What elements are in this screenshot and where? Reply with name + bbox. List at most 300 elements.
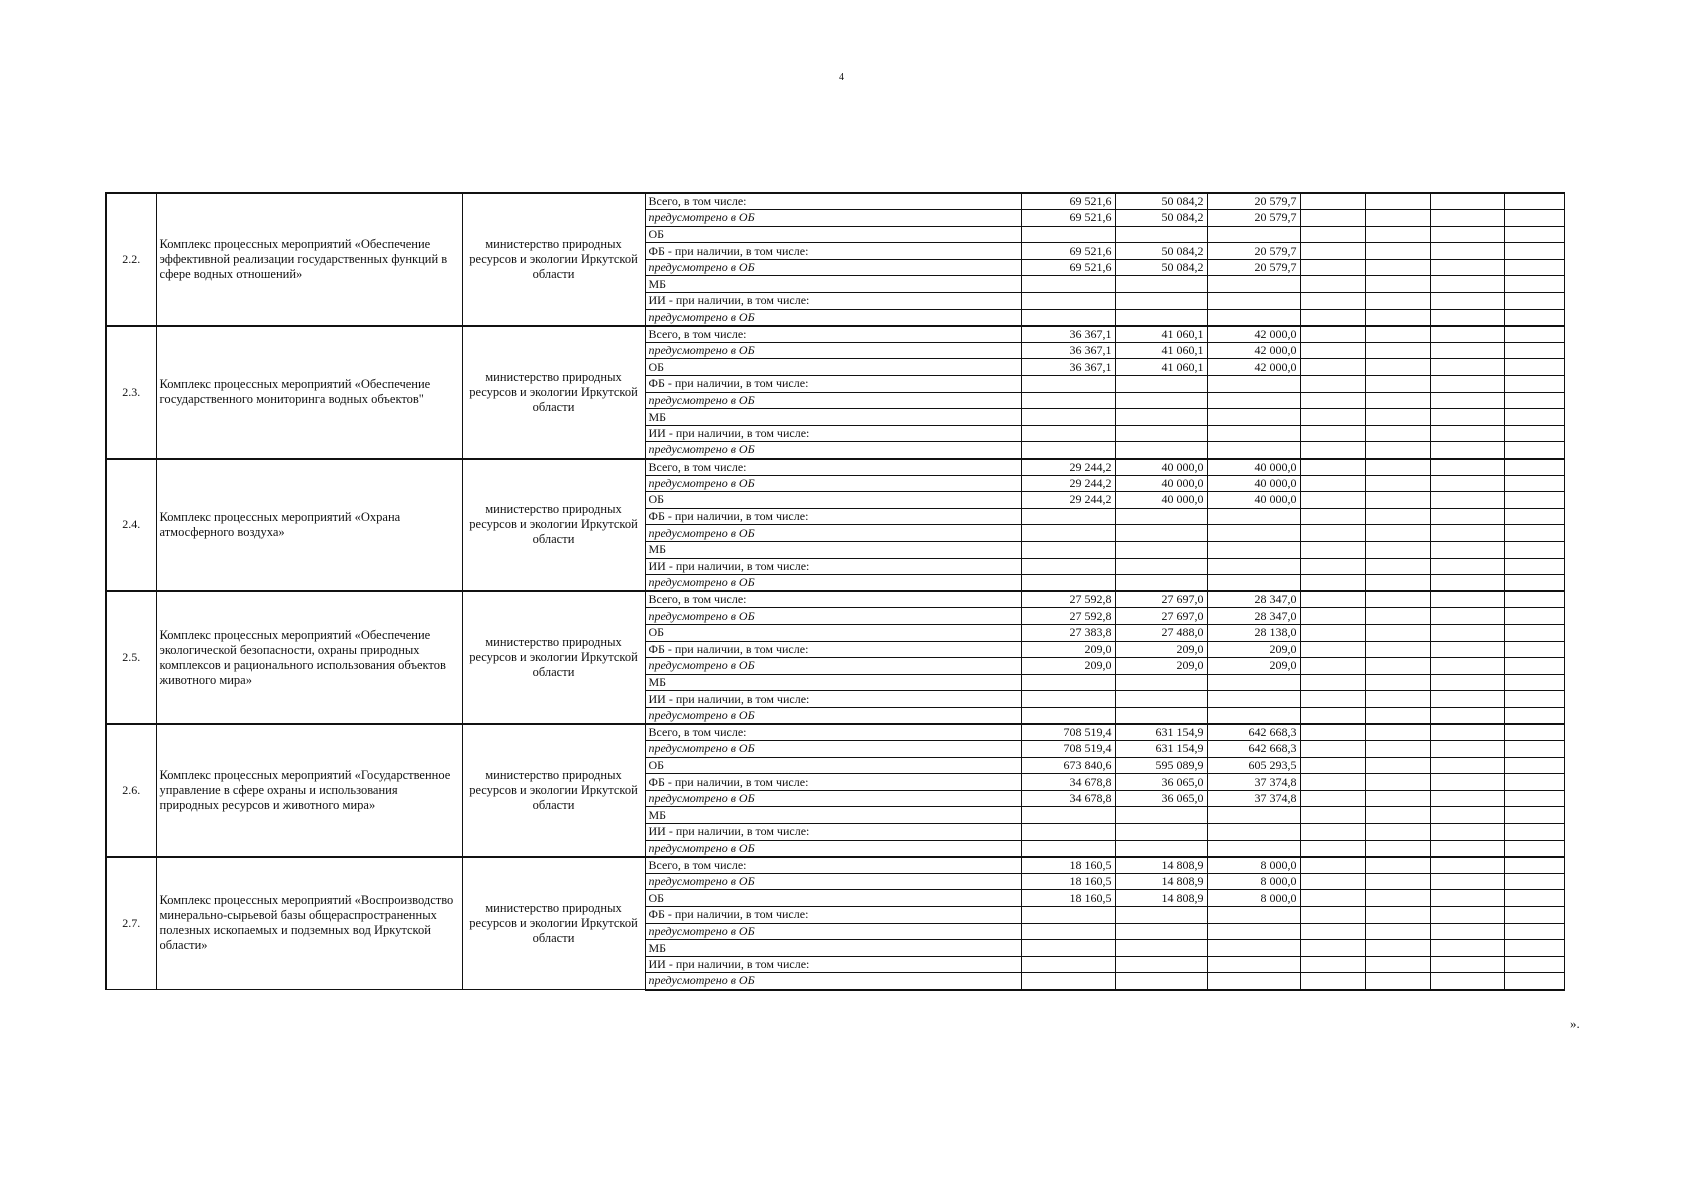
amount-year-3 xyxy=(1207,376,1300,393)
empty-cell xyxy=(1365,907,1430,924)
amount-year-3: 8 000,0 xyxy=(1207,890,1300,907)
amount-year-2 xyxy=(1115,923,1207,940)
amount-year-1: 69 521,6 xyxy=(1021,210,1115,227)
amount-year-2: 27 488,0 xyxy=(1115,624,1207,641)
empty-cell xyxy=(1300,508,1365,525)
empty-cell xyxy=(1430,707,1504,724)
funding-source-label: ФБ - при наличии, в том числе: xyxy=(645,774,1021,791)
empty-cell xyxy=(1300,326,1365,343)
empty-cell xyxy=(1300,940,1365,957)
empty-cell xyxy=(1504,210,1564,227)
empty-cell xyxy=(1504,956,1564,973)
amount-year-2 xyxy=(1115,707,1207,724)
amount-year-1: 69 521,6 xyxy=(1021,259,1115,276)
amount-year-3 xyxy=(1207,824,1300,841)
empty-cell xyxy=(1504,508,1564,525)
empty-cell xyxy=(1365,624,1430,641)
empty-cell xyxy=(1300,276,1365,293)
empty-cell xyxy=(1430,409,1504,426)
empty-cell xyxy=(1300,973,1365,990)
amount-year-3: 20 579,7 xyxy=(1207,193,1300,210)
empty-cell xyxy=(1504,724,1564,741)
empty-cell xyxy=(1430,741,1504,758)
empty-cell xyxy=(1504,591,1564,608)
funding-source-label: предусмотрено в ОБ xyxy=(645,210,1021,227)
empty-cell xyxy=(1365,940,1430,957)
measure-title: Комплекс процессных мероприятий «Обеспечение экологической безопасности, охраны природных комплексов и рационального использования объектов животного мира» xyxy=(156,591,462,724)
empty-cell xyxy=(1504,558,1564,575)
amount-year-1 xyxy=(1021,940,1115,957)
amount-year-2: 36 065,0 xyxy=(1115,790,1207,807)
measure-title: Комплекс процессных мероприятий «Обеспечение государственного мониторинга водных объектов" xyxy=(156,326,462,459)
empty-cell xyxy=(1430,492,1504,509)
empty-cell xyxy=(1430,541,1504,558)
amount-year-3 xyxy=(1207,840,1300,857)
empty-cell xyxy=(1365,757,1430,774)
amount-year-2 xyxy=(1115,409,1207,426)
empty-cell xyxy=(1430,475,1504,492)
amount-year-3 xyxy=(1207,691,1300,708)
amount-year-2: 41 060,1 xyxy=(1115,342,1207,359)
empty-cell xyxy=(1365,475,1430,492)
funding-source-label: ФБ - при наличии, в том числе: xyxy=(645,243,1021,260)
item-number: 2.7. xyxy=(106,857,156,990)
amount-year-1: 36 367,1 xyxy=(1021,342,1115,359)
empty-cell xyxy=(1300,840,1365,857)
empty-cell xyxy=(1430,890,1504,907)
empty-cell xyxy=(1300,259,1365,276)
empty-cell xyxy=(1430,608,1504,625)
funding-source-label: МБ xyxy=(645,674,1021,691)
empty-cell xyxy=(1300,691,1365,708)
empty-cell xyxy=(1300,890,1365,907)
amount-year-1 xyxy=(1021,392,1115,409)
amount-year-1 xyxy=(1021,674,1115,691)
empty-cell xyxy=(1365,724,1430,741)
empty-cell xyxy=(1300,624,1365,641)
item-number: 2.2. xyxy=(106,193,156,326)
empty-cell xyxy=(1504,857,1564,874)
amount-year-2: 14 808,9 xyxy=(1115,873,1207,890)
empty-cell xyxy=(1430,940,1504,957)
amount-year-1: 209,0 xyxy=(1021,641,1115,658)
funding-source-label: Всего, в том числе: xyxy=(645,591,1021,608)
empty-cell xyxy=(1504,575,1564,592)
empty-cell xyxy=(1504,492,1564,509)
amount-year-3: 20 579,7 xyxy=(1207,243,1300,260)
empty-cell xyxy=(1300,342,1365,359)
empty-cell xyxy=(1504,293,1564,310)
amount-year-2 xyxy=(1115,541,1207,558)
item-number: 2.5. xyxy=(106,591,156,724)
empty-cell xyxy=(1430,724,1504,741)
empty-cell xyxy=(1300,641,1365,658)
funding-source-label: предусмотрено в ОБ xyxy=(645,973,1021,990)
amount-year-2 xyxy=(1115,691,1207,708)
funding-source-label: ФБ - при наличии, в том числе: xyxy=(645,641,1021,658)
amount-year-1: 18 160,5 xyxy=(1021,890,1115,907)
empty-cell xyxy=(1300,591,1365,608)
amount-year-1: 27 383,8 xyxy=(1021,624,1115,641)
empty-cell xyxy=(1300,210,1365,227)
empty-cell xyxy=(1365,575,1430,592)
empty-cell xyxy=(1300,724,1365,741)
empty-cell xyxy=(1430,243,1504,260)
item-number: 2.4. xyxy=(106,459,156,592)
empty-cell xyxy=(1300,790,1365,807)
empty-cell xyxy=(1300,707,1365,724)
empty-cell xyxy=(1300,824,1365,841)
funding-source-label: предусмотрено в ОБ xyxy=(645,259,1021,276)
empty-cell xyxy=(1365,608,1430,625)
empty-cell xyxy=(1365,442,1430,459)
empty-cell xyxy=(1300,459,1365,476)
funding-source-label: ИИ - при наличии, в том числе: xyxy=(645,293,1021,310)
empty-cell xyxy=(1504,790,1564,807)
amount-year-2 xyxy=(1115,940,1207,957)
amount-year-1 xyxy=(1021,973,1115,990)
funding-source-label: ИИ - при наличии, в том числе: xyxy=(645,691,1021,708)
empty-cell xyxy=(1365,409,1430,426)
funding-source-label: ОБ xyxy=(645,624,1021,641)
amount-year-2: 41 060,1 xyxy=(1115,359,1207,376)
empty-cell xyxy=(1504,226,1564,243)
empty-cell xyxy=(1430,442,1504,459)
empty-cell xyxy=(1504,359,1564,376)
amount-year-1: 673 840,6 xyxy=(1021,757,1115,774)
empty-cell xyxy=(1300,541,1365,558)
amount-year-3 xyxy=(1207,392,1300,409)
amount-year-2: 209,0 xyxy=(1115,641,1207,658)
empty-cell xyxy=(1365,923,1430,940)
funding-source-label: МБ xyxy=(645,276,1021,293)
amount-year-3: 42 000,0 xyxy=(1207,342,1300,359)
empty-cell xyxy=(1365,691,1430,708)
empty-cell xyxy=(1300,425,1365,442)
empty-cell xyxy=(1300,956,1365,973)
empty-cell xyxy=(1365,359,1430,376)
amount-year-3: 40 000,0 xyxy=(1207,475,1300,492)
funding-source-label: Всего, в том числе: xyxy=(645,459,1021,476)
empty-cell xyxy=(1430,376,1504,393)
empty-cell xyxy=(1300,807,1365,824)
amount-year-3 xyxy=(1207,558,1300,575)
amount-year-1: 708 519,4 xyxy=(1021,724,1115,741)
amount-year-2: 14 808,9 xyxy=(1115,890,1207,907)
amount-year-2: 14 808,9 xyxy=(1115,857,1207,874)
empty-cell xyxy=(1504,541,1564,558)
amount-year-3: 642 668,3 xyxy=(1207,741,1300,758)
empty-cell xyxy=(1300,558,1365,575)
table-row xyxy=(106,591,1564,608)
amount-year-2: 209,0 xyxy=(1115,658,1207,675)
empty-cell xyxy=(1365,425,1430,442)
empty-cell xyxy=(1365,293,1430,310)
item-number: 2.6. xyxy=(106,724,156,857)
closing-mark: ». xyxy=(1570,1016,1580,1031)
amount-year-2: 595 089,9 xyxy=(1115,757,1207,774)
amount-year-2 xyxy=(1115,807,1207,824)
funding-source-label: предусмотрено в ОБ xyxy=(645,575,1021,592)
empty-cell xyxy=(1430,674,1504,691)
amount-year-1 xyxy=(1021,293,1115,310)
empty-cell xyxy=(1504,442,1564,459)
empty-cell xyxy=(1365,857,1430,874)
amount-year-2: 36 065,0 xyxy=(1115,774,1207,791)
empty-cell xyxy=(1504,193,1564,210)
responsible-executor: министерство природных ресурсов и экологии Иркутской области xyxy=(462,326,645,459)
table-body xyxy=(106,193,1564,990)
empty-cell xyxy=(1365,790,1430,807)
empty-cell xyxy=(1300,309,1365,326)
empty-cell xyxy=(1504,409,1564,426)
amount-year-1: 69 521,6 xyxy=(1021,193,1115,210)
amount-year-1 xyxy=(1021,807,1115,824)
empty-cell xyxy=(1300,376,1365,393)
amount-year-2 xyxy=(1115,392,1207,409)
amount-year-3 xyxy=(1207,309,1300,326)
empty-cell xyxy=(1430,790,1504,807)
empty-cell xyxy=(1300,193,1365,210)
amount-year-1: 34 678,8 xyxy=(1021,774,1115,791)
empty-cell xyxy=(1365,226,1430,243)
amount-year-3 xyxy=(1207,707,1300,724)
amount-year-1 xyxy=(1021,956,1115,973)
amount-year-1: 34 678,8 xyxy=(1021,790,1115,807)
empty-cell xyxy=(1365,840,1430,857)
amount-year-1: 27 592,8 xyxy=(1021,591,1115,608)
funding-source-label: ИИ - при наличии, в том числе: xyxy=(645,824,1021,841)
empty-cell xyxy=(1300,907,1365,924)
amount-year-2 xyxy=(1115,508,1207,525)
amount-year-1 xyxy=(1021,425,1115,442)
funding-source-label: ФБ - при наличии, в том числе: xyxy=(645,508,1021,525)
empty-cell xyxy=(1300,442,1365,459)
amount-year-2 xyxy=(1115,840,1207,857)
empty-cell xyxy=(1365,525,1430,542)
amount-year-1 xyxy=(1021,226,1115,243)
funding-source-label: предусмотрено в ОБ xyxy=(645,342,1021,359)
empty-cell xyxy=(1300,226,1365,243)
amount-year-1 xyxy=(1021,691,1115,708)
amount-year-1: 36 367,1 xyxy=(1021,326,1115,343)
empty-cell xyxy=(1365,824,1430,841)
empty-cell xyxy=(1430,459,1504,476)
funding-source-label: ОБ xyxy=(645,890,1021,907)
funding-source-label: ОБ xyxy=(645,492,1021,509)
funding-source-label: ОБ xyxy=(645,226,1021,243)
empty-cell xyxy=(1430,757,1504,774)
amount-year-3 xyxy=(1207,674,1300,691)
empty-cell xyxy=(1300,608,1365,625)
empty-cell xyxy=(1504,707,1564,724)
empty-cell xyxy=(1300,243,1365,260)
amount-year-2 xyxy=(1115,226,1207,243)
empty-cell xyxy=(1504,641,1564,658)
empty-cell xyxy=(1504,691,1564,708)
amount-year-3: 209,0 xyxy=(1207,658,1300,675)
empty-cell xyxy=(1300,741,1365,758)
table-row xyxy=(106,857,1564,874)
amount-year-3 xyxy=(1207,907,1300,924)
empty-cell xyxy=(1504,608,1564,625)
funding-source-label: предусмотрено в ОБ xyxy=(645,923,1021,940)
empty-cell xyxy=(1365,674,1430,691)
empty-cell xyxy=(1504,459,1564,476)
empty-cell xyxy=(1504,525,1564,542)
funding-source-label: предусмотрено в ОБ xyxy=(645,790,1021,807)
amount-year-1: 29 244,2 xyxy=(1021,475,1115,492)
amount-year-1 xyxy=(1021,558,1115,575)
empty-cell xyxy=(1430,774,1504,791)
funding-source-label: предусмотрено в ОБ xyxy=(645,608,1021,625)
empty-cell xyxy=(1504,243,1564,260)
funding-source-label: ФБ - при наличии, в том числе: xyxy=(645,907,1021,924)
empty-cell xyxy=(1365,558,1430,575)
empty-cell xyxy=(1365,508,1430,525)
empty-cell xyxy=(1504,741,1564,758)
empty-cell xyxy=(1365,326,1430,343)
empty-cell xyxy=(1430,824,1504,841)
amount-year-3: 42 000,0 xyxy=(1207,359,1300,376)
funding-source-label: предусмотрено в ОБ xyxy=(645,525,1021,542)
amount-year-3 xyxy=(1207,409,1300,426)
responsible-executor: министерство природных ресурсов и экологии Иркутской области xyxy=(462,193,645,326)
empty-cell xyxy=(1430,326,1504,343)
empty-cell xyxy=(1300,857,1365,874)
amount-year-1 xyxy=(1021,525,1115,542)
amount-year-3 xyxy=(1207,276,1300,293)
empty-cell xyxy=(1504,674,1564,691)
amount-year-1 xyxy=(1021,508,1115,525)
empty-cell xyxy=(1300,475,1365,492)
empty-cell xyxy=(1430,907,1504,924)
empty-cell xyxy=(1430,558,1504,575)
table-row xyxy=(106,724,1564,741)
empty-cell xyxy=(1430,342,1504,359)
amount-year-2 xyxy=(1115,376,1207,393)
empty-cell xyxy=(1365,591,1430,608)
amount-year-2 xyxy=(1115,425,1207,442)
funding-source-label: ИИ - при наличии, в том числе: xyxy=(645,425,1021,442)
empty-cell xyxy=(1430,857,1504,874)
amount-year-3 xyxy=(1207,226,1300,243)
amount-year-1 xyxy=(1021,707,1115,724)
amount-year-3: 8 000,0 xyxy=(1207,873,1300,890)
amount-year-1 xyxy=(1021,923,1115,940)
amount-year-3 xyxy=(1207,525,1300,542)
empty-cell xyxy=(1300,757,1365,774)
amount-year-2 xyxy=(1115,575,1207,592)
empty-cell xyxy=(1430,210,1504,227)
amount-year-2: 50 084,2 xyxy=(1115,259,1207,276)
empty-cell xyxy=(1365,707,1430,724)
empty-cell xyxy=(1504,907,1564,924)
empty-cell xyxy=(1365,807,1430,824)
funding-source-label: ОБ xyxy=(645,359,1021,376)
responsible-executor: министерство природных ресурсов и экологии Иркутской области xyxy=(462,857,645,990)
empty-cell xyxy=(1430,575,1504,592)
amount-year-1 xyxy=(1021,442,1115,459)
funding-source-label: предусмотрено в ОБ xyxy=(645,840,1021,857)
amount-year-3 xyxy=(1207,973,1300,990)
empty-cell xyxy=(1504,890,1564,907)
empty-cell xyxy=(1504,475,1564,492)
amount-year-3: 28 347,0 xyxy=(1207,591,1300,608)
amount-year-3: 28 138,0 xyxy=(1207,624,1300,641)
funding-source-label: ФБ - при наличии, в том числе: xyxy=(645,376,1021,393)
empty-cell xyxy=(1300,409,1365,426)
empty-cell xyxy=(1504,774,1564,791)
amount-year-2 xyxy=(1115,293,1207,310)
budget-table xyxy=(105,192,1565,991)
empty-cell xyxy=(1430,873,1504,890)
amount-year-1: 27 592,8 xyxy=(1021,608,1115,625)
responsible-executor: министерство природных ресурсов и экологии Иркутской области xyxy=(462,591,645,724)
empty-cell xyxy=(1430,508,1504,525)
funding-source-label: Всего, в том числе: xyxy=(645,193,1021,210)
empty-cell xyxy=(1504,824,1564,841)
responsible-executor: министерство природных ресурсов и экологии Иркутской области xyxy=(462,724,645,857)
amount-year-2 xyxy=(1115,973,1207,990)
empty-cell xyxy=(1430,425,1504,442)
empty-cell xyxy=(1300,873,1365,890)
amount-year-3 xyxy=(1207,442,1300,459)
amount-year-2 xyxy=(1115,558,1207,575)
item-number: 2.3. xyxy=(106,326,156,459)
empty-cell xyxy=(1504,326,1564,343)
amount-year-1 xyxy=(1021,276,1115,293)
empty-cell xyxy=(1430,956,1504,973)
empty-cell xyxy=(1365,342,1430,359)
amount-year-2 xyxy=(1115,309,1207,326)
empty-cell xyxy=(1430,624,1504,641)
amount-year-2: 50 084,2 xyxy=(1115,210,1207,227)
empty-cell xyxy=(1504,658,1564,675)
funding-source-label: предусмотрено в ОБ xyxy=(645,392,1021,409)
empty-cell xyxy=(1365,873,1430,890)
empty-cell xyxy=(1365,890,1430,907)
empty-cell xyxy=(1365,641,1430,658)
empty-cell xyxy=(1430,807,1504,824)
empty-cell xyxy=(1430,840,1504,857)
empty-cell xyxy=(1300,293,1365,310)
empty-cell xyxy=(1504,342,1564,359)
empty-cell xyxy=(1504,973,1564,990)
amount-year-3 xyxy=(1207,940,1300,957)
empty-cell xyxy=(1300,525,1365,542)
empty-cell xyxy=(1365,774,1430,791)
funding-source-label: Всего, в том числе: xyxy=(645,326,1021,343)
empty-cell xyxy=(1504,309,1564,326)
amount-year-1: 708 519,4 xyxy=(1021,741,1115,758)
empty-cell xyxy=(1365,741,1430,758)
amount-year-1: 18 160,5 xyxy=(1021,857,1115,874)
empty-cell xyxy=(1430,226,1504,243)
amount-year-2 xyxy=(1115,907,1207,924)
amount-year-1 xyxy=(1021,541,1115,558)
empty-cell xyxy=(1504,276,1564,293)
measure-title: Комплекс процессных мероприятий «Государственное управление в сфере охраны и использования природных ресурсов и животного мира» xyxy=(156,724,462,857)
amount-year-1 xyxy=(1021,575,1115,592)
measure-title: Комплекс процессных мероприятий «Воспроизводство минерально-сырьевой базы общераспространенных полезных ископаемых и подземных вод Иркутской области» xyxy=(156,857,462,990)
funding-source-label: предусмотрено в ОБ xyxy=(645,873,1021,890)
amount-year-3 xyxy=(1207,923,1300,940)
amount-year-2: 27 697,0 xyxy=(1115,591,1207,608)
empty-cell xyxy=(1504,923,1564,940)
empty-cell xyxy=(1365,259,1430,276)
amount-year-2 xyxy=(1115,824,1207,841)
